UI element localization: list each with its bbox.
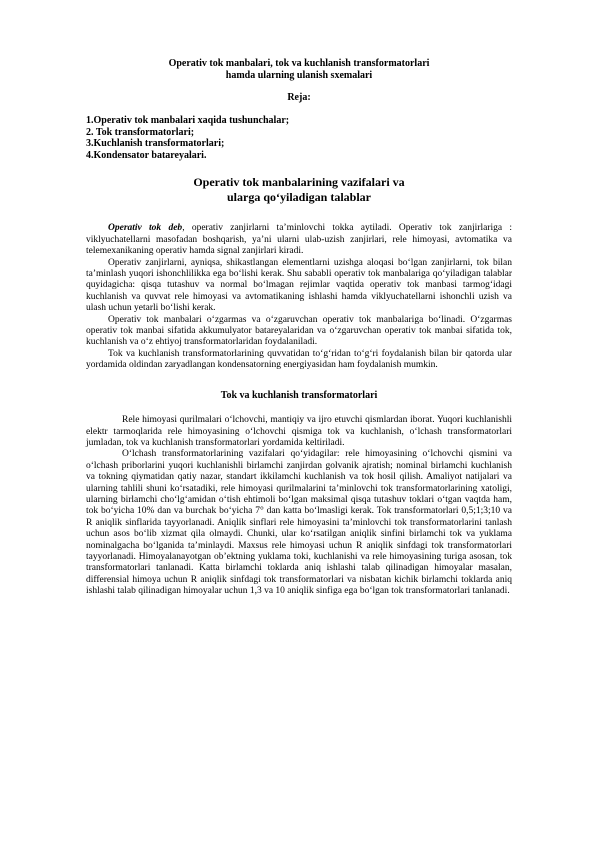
title-line-2: hamda ularning ulanish sxemalari [225, 70, 373, 81]
plan-item: 4.Kondensator batareyalari. [86, 149, 207, 161]
section-1-heading-line-2: ularga qo‘yiladigan talablar [226, 190, 372, 205]
section-2-paragraph: Rele himoyasi qurilmalari o‘lchovchi, mantiqiy va ijro etuvchi qismlardan iborat. Yuqori kuchlanishli elektr tarmoqlarida rele himoyasining o‘lchovchi qismiga tok va kuchlanish, o‘lchash transformatorlari jumladan, tok va kuchlanish transformatorlari yordamida keltiriladi. [86, 415, 512, 448]
document-title [86, 58, 512, 82]
section-1-paragraph: Operativ tok manbalari o‘zgarmas va o‘zgaruvchan operativ tok manbalariga bo‘linadi. O‘zgarmas operativ tok manbai sifatida akkumulyator batareyalaridan va o‘zgaruvchan operativ tok manbai sifatida tok, kuchlanish va o‘z ehtiyoj transformatorlaridan foydalaniladi. [86, 314, 512, 348]
section-2-heading: Tok va kuchlanish transformatorlari [220, 389, 378, 401]
plan-label: Reja: [287, 92, 311, 103]
section-1-heading [86, 175, 512, 205]
section-1-heading-line-1: Operativ tok manbalarining vazifalari va [193, 175, 405, 190]
section-1-paragraph: Operativ zanjirlarni, ayniqsa, shikastlangan elementlarni uzishga aloqasi bo‘lgan zanjirlarni, tok bilan ta’minlash yuqori ishonchlilikka ega bo‘lishi kerak. Shu sababli operativ tok manbalariga qo‘yiladigan talablar quyidagicha: qisqa tutashuv va normal bo‘lmagan rejimlar vaqtida operativ tok manbasi tarmog‘idagi kuchlanish va quvvat rele himoyasi va avtomatikaning ishlashi hamda viklyuchatellarni ishonchli uzish va ulash uchun yetarli bo‘lishi kerak. [86, 257, 512, 314]
plan-item: 2. Tok transformatorlari; [86, 126, 195, 138]
section-1-paragraph: Tok va kuchlanish transformatorlarining quvvatidan to‘g‘ridan to‘g‘ri foydalanish bilan bir qatorda ular yordamida oldindan zaryadlangan kondensatorning energiyasidan ham foydalanish mumkin. [86, 348, 512, 371]
paragraph-text: , operativ zanjirlarni ta’minlovchi tokka aytiladi. Operativ tok zanjirlariga : viklyuchatellarni masofadan boshqarish, ya’ni ularni ulab-uzish zanjirlari, rele himoyasi, avtomatika va telemexanikaning operativ hamda signal zanjirlari kiradi. [86, 223, 512, 257]
section-2-paragraph: O‘lchash transformatorlarining vazifalari qo‘yidagilar: rele himoyasining o‘lchovchi qismini va o‘lchash priborlarini yuqori kuchlanishli birlamchi zanjirdan golvanik ajratish; nominal birlamchi kuchlanish va tokning qiymatidan qatiy nazar, standart ikkilamchi kuchlanish va tok hosil qilish. Amaliyot natijalari va ularning tahlili shuni ko‘rsatadiki, rele himoyasi qurilmalarini ta’minlovchi tok transformatorlarining xatoligi, ularning birlamchi cho‘lg‘amidan o‘tish ehtimoli bo‘lgan maksimal qisqa tutashuv toklari o‘tgan vaqtda ham, tok bo‘yicha 10% dan va burchak bo‘yicha 7° dan katta bo‘lmasligi kerak. Tok transformatorlari 0,5;1;3;10 va R aniqlik sinflarida tayyorlanadi. Aniqlik sinflari rele himoyasini ta’minlovchi tok transformatorlarini tanlash uchun asos bo‘lib xizmat qila olmaydi. Chunki, ular ko‘rsatilgan aniqlik sinfini birlamchi tok va yuklama nominalgacha bo‘lganida ta’minlaydi. Maxsus rele himoyasi uchun R aniqlik sinfdagi tok transformatorlari tayyorlanadi. Himoyalanayotgan ob’ektning yuklama toki, kuchlanishi va rele himoyasining turiga asosan, tok transformatorlari tanlanadi. Katta birlamchi toklarda aniq ishlashi talab qilinadigan himoyalar masalan, differensial himoya uchun R aniqlik sinfdagi tok transformatorlari va nisbatan kichik birlamchi toklarda aniq ishlashi talab qilinadigan himoyalar uchun 1,3 va 10 aniqlik sinfiga ega bo‘lgan tok transformatorlari tanlanadi. [86, 449, 512, 597]
plan-item: 1.Operativ tok manbalari xaqida tushunchalar; [86, 115, 290, 127]
plan-list [86, 115, 512, 161]
term-definition-lead: Operativ tok deb [108, 223, 183, 234]
plan-item: 3.Kuchlanish transformatorlari; [86, 138, 225, 150]
section-1-paragraph [86, 223, 512, 257]
title-line-1: Operativ tok manbalari, tok va kuchlanish transformatorlari [168, 58, 430, 69]
document-page [86, 58, 512, 598]
